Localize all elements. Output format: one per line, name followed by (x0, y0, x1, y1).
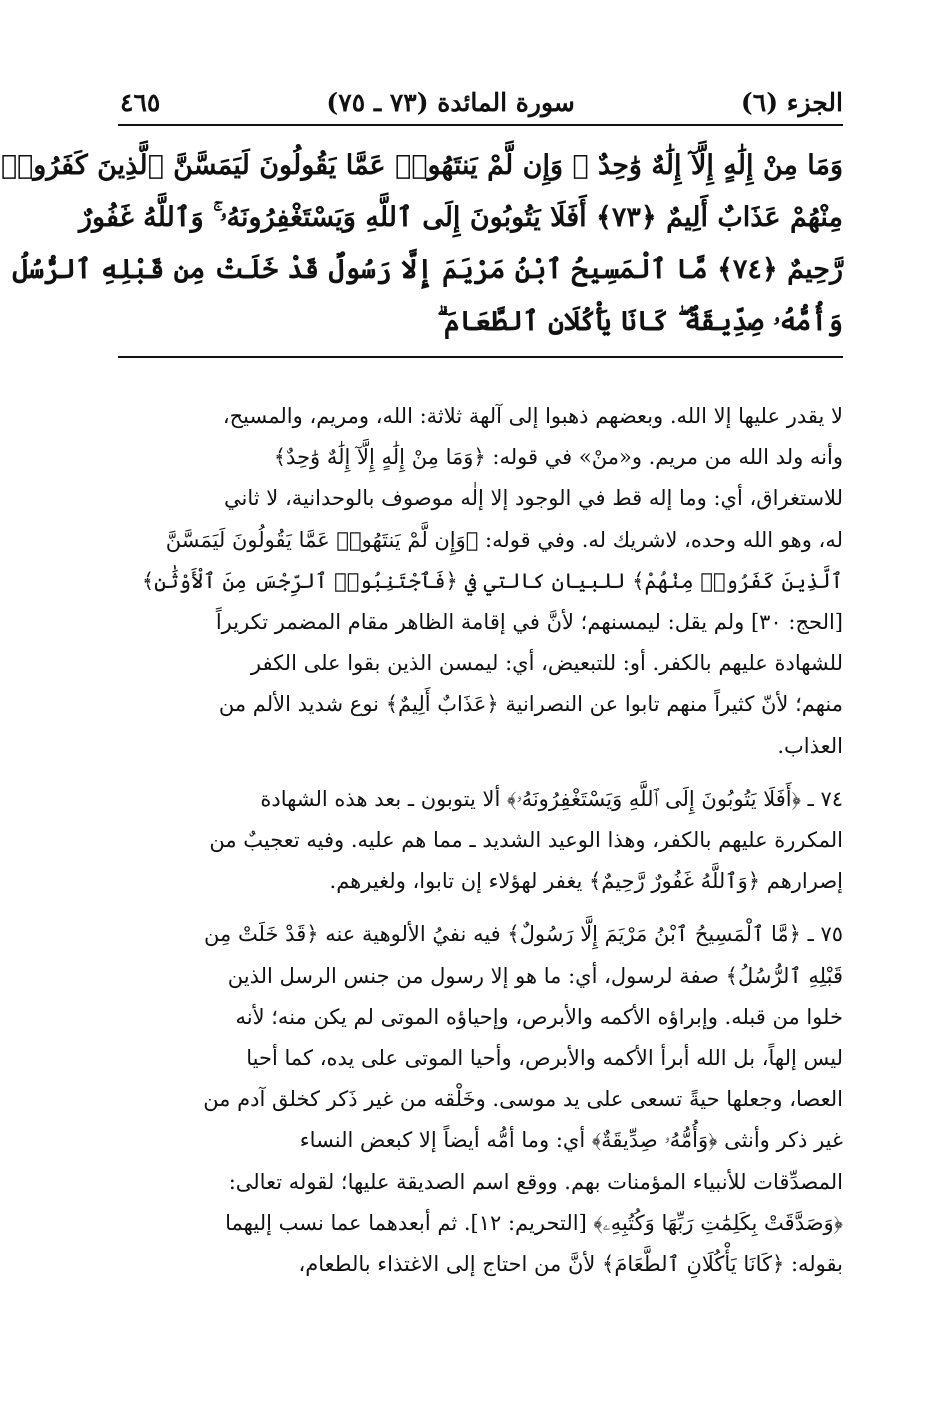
surah-title: سورة المائدة (٧٣ ـ ٧٥) (326, 87, 575, 117)
text-line: وأنه ولد الله من مريم. و«منْ» في قوله: ﴿وَمَا مِنْ إِلَٰهٍ إِلَّآ إِلَٰهٌ وَٰحِدٌ﴾ (273, 445, 843, 470)
verse-line: وَمَا مِنْ إِلَٰهٍ إِلَّآ إِلَٰهٌ وَٰحِدٌ ۚ وَإِن لَّمْ يَنتَهُوا۟ عَمَّا يَقُولُونَ لَيَمَسَّنَّ ٱلَّذِينَ كَفَرُوا۟ (0, 150, 843, 181)
page-number: ٤٦٥ (120, 87, 161, 117)
text-line: ﴿وَصَدَّقَتْ بِكَلِمَٰتِ رَبِّهَا وَكُتُبِهِۦ﴾ [التحريم: ١٢]. ثم أبعدهما عما نسب إليهما (225, 1210, 843, 1235)
text-line: خلوا من قبله. وإبراؤه الأكمه والأبرص، وإحياؤه الموتى لم يكن منه؛ لأنه (235, 1004, 843, 1029)
text-line: إصرارهم ﴿وَٱللَّهُ غَفُورٌ رَّحِيمٌ﴾ يغفر لهؤلاء إن تابوا، ولغيرهم. (329, 869, 843, 894)
verses-divider (118, 356, 843, 358)
text-line: العصا، وجعلها حيةً تسعى على يد موسى. وخَلْقه من غير ذَكر كخلق آدم من (203, 1087, 843, 1112)
text-line: قَبْلِهِ ٱلرُّسُلُ﴾ صفة لرسول، أي: ما هو إلا رسول من جنس الرسل الذين (227, 963, 843, 988)
text-line: العذاب. (777, 733, 843, 758)
commentary-text (118, 396, 843, 1297)
header-divider (118, 124, 843, 126)
text-line: [الحج: ٣٠] ولم يقل: ليمسنهم؛ لأنَّ في إقامة الظاهر مقام المضمر تكريراً (215, 610, 843, 635)
text-line: لا يقدر عليها إلا الله. وبعضهم ذهبوا إلى آلهة ثلاثة: الله، ومريم، والمسيح، (222, 404, 843, 428)
text-line: ٧٥ ـ ﴿مَّا ٱلْمَسِيحُ ٱبْنُ مَرْيَمَ إِلَّا رَسُولٌ﴾ فيه نفيُ الألوهية عنه ﴿قَدْ خَلَتْ مِن (204, 922, 843, 947)
commentary-paragraph (118, 396, 843, 767)
text-line: منهم؛ لأنّ كثيراً منهم تابوا عن النصرانية ﴿عَذَابٌ أَلِيمٌ﴾ نوع شديد الألم من (218, 692, 843, 717)
quran-verses (0, 140, 843, 345)
commentary-paragraph-74 (118, 779, 843, 903)
text-line: له، وهو الله وحده، لاشريك له. وفي قوله: ﴿وَإِن لَّمْ يَنتَهُوا۟ عَمَّا يَقُولُونَ لَيَمَسَّنَّ (165, 527, 843, 552)
text-line: ليس إلهاً، بل الله أبرأ الأكمه والأبرص، وأحيا الموتى على يده، كما أحيا (246, 1046, 843, 1071)
text-line: غير ذكر وأنثى ﴿وَأُمُّهُۥ صِدِّيقَةٌ﴾ أي: وما أمُّه أيضاً إلا كبعض النساء (299, 1128, 843, 1153)
page-header (120, 80, 843, 124)
text-line: للاستغراق، أي: وما إله قط في الوجود إلا إلٰه موصوف بالوحدانية، لا ثاني (224, 486, 843, 511)
text-line: ٱلَّذِينَ كَفَرُوا۟ مِنْهُمْ﴾ للبيان كالتي في ﴿فَٱجْتَنِبُوا۟ ٱلرِّجْسَ مِنَ ٱلْأَوْثَٰنِ﴾ (141, 568, 843, 593)
text-line: ٧٤ ـ ﴿أَفَلَا يَتُوبُونَ إِلَى ٱللَّهِ وَيَسْتَغْفِرُونَهُۥ﴾ ألا يتوبون ـ بعد هذه الشهادة (260, 786, 843, 811)
juz-label: الجزء (٦) (740, 87, 843, 117)
verse-line: مِنْهُمْ عَذَابٌ أَلِيمٌ ﴿٧٣﴾ أَفَلَا يَتُوبُونَ إِلَى ٱللَّهِ وَيَسْتَغْفِرُونَهُۥ ۚ وَٱللَّهُ غَفُورٌ (78, 202, 843, 233)
text-line: للشهادة عليهم بالكفر. أو: للتبعيض، أي: ليمسن الذين بقوا على الكفر (250, 651, 843, 676)
verse-line: رَّحِيمٌ ﴿٧٤﴾ مَّا ٱلْمَسِيحُ ٱبْنُ مَرْيَمَ إِلَّا رَسُولٌ قَدْ خَلَتْ مِن قَبْلِهِ ٱلرُّسُلُ (12, 254, 843, 285)
text-line: المصدِّقات للأنبياء المؤمنات بهم. ووقع اسم الصديقة عليها؛ لقوله تعالى: (228, 1169, 843, 1194)
text-line: بقوله: ﴿كَانَا يَأْكُلَانِ ٱلطَّعَامَ﴾ لأنَّ من احتاج إلى الاغتذاء بالطعام، (298, 1252, 843, 1277)
commentary-paragraph-75 (118, 914, 843, 1285)
text-line: المكررة عليهم بالكفر، وهذا الوعيد الشديد ـ مما هم عليه. وفيه تعجيبٌ من (209, 828, 843, 853)
verse-line: وَأُمُّهُۥ صِدِّيقَةٌ ۖ كَانَا يَأْكُلَانِ ٱلطَّعَامَ ۗ (437, 306, 843, 337)
